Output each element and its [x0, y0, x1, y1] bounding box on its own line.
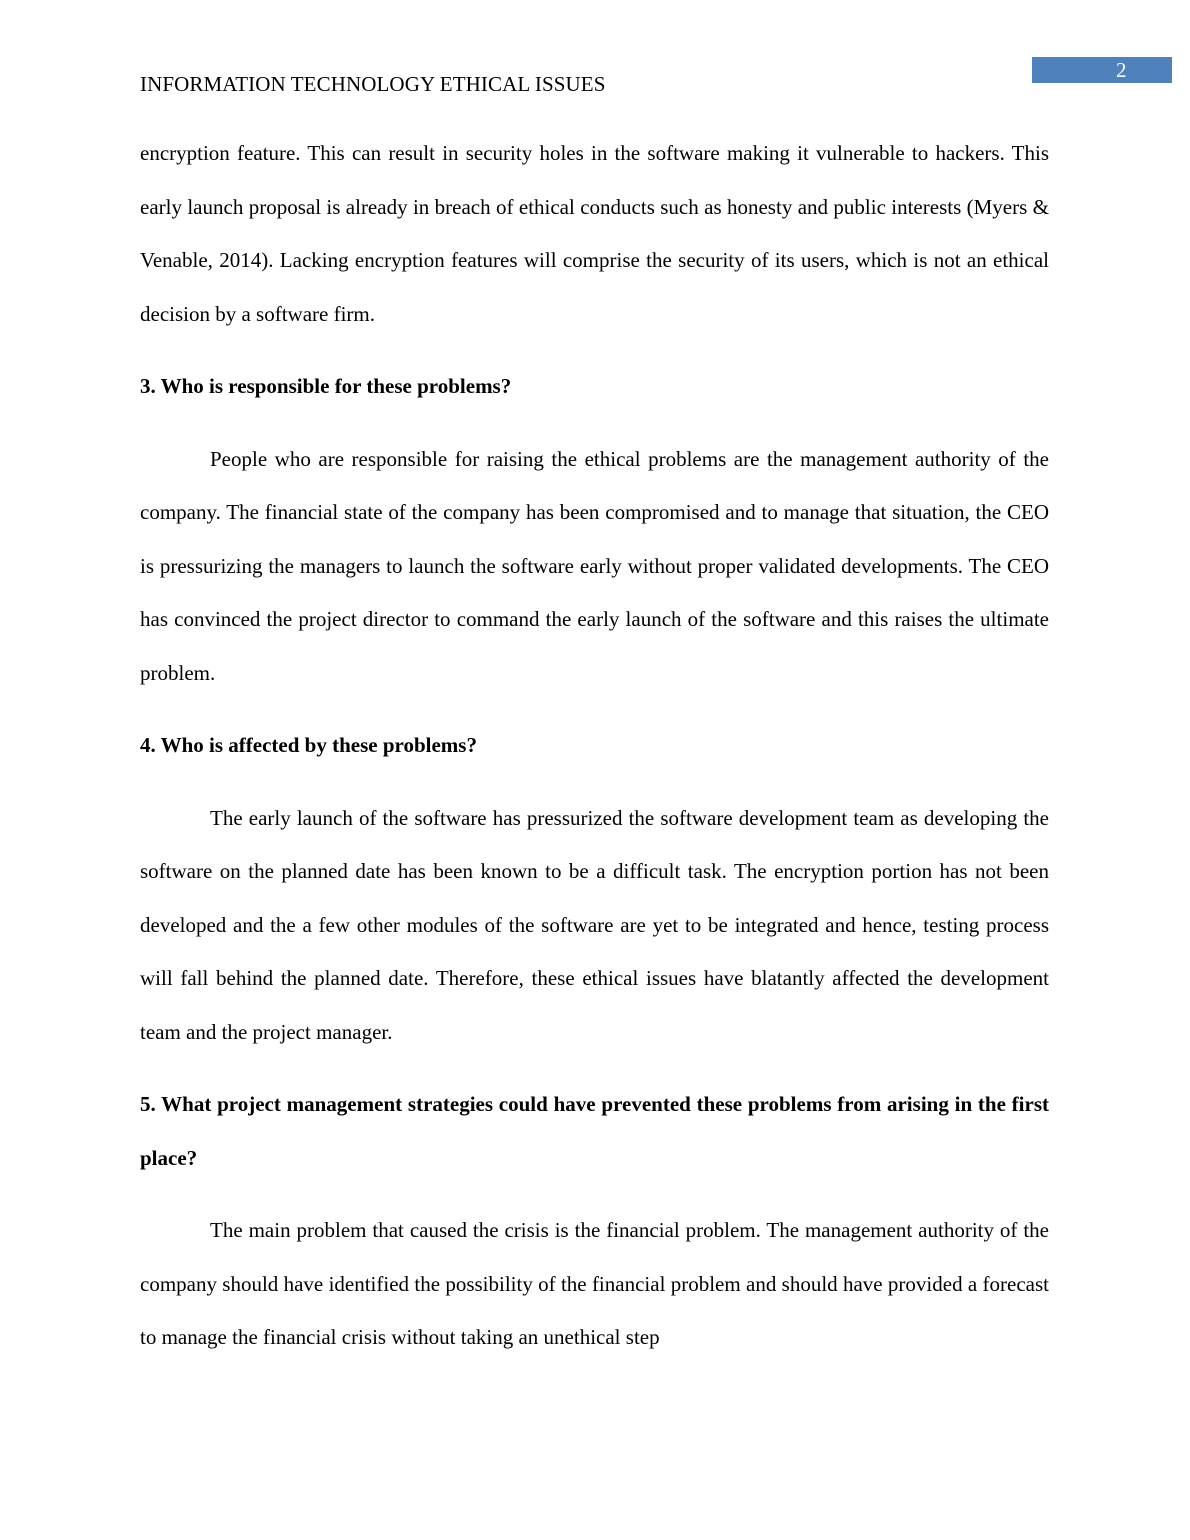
- page-number-badge: [1032, 57, 1172, 83]
- page-number: 2: [1116, 58, 1127, 82]
- running-head: INFORMATION TECHNOLOGY ETHICAL ISSUES: [140, 72, 606, 96]
- question-4-paragraph: The early launch of the software has pressurized the software development team as developing the software on the planned date has been known to be a difficult task. The encryption portion has not been developed and the a few other modules of the software are yet to be integrated and hence, testing process will fall behind the planned date. Therefore, these ethical issues have blatantly affected the development team and the project manager.: [140, 805, 1049, 1044]
- question-3-paragraph: People who are responsible for raising the ethical problems are the management authority of the company. The financial state of the company has been compromised and to manage that situation, the CEO is pressurizing the managers to launch the software early without proper validated developments. The CEO has convinced the project director to command the early launch of the software and this raises the ultimate problem.: [140, 446, 1049, 685]
- intro-paragraph: encryption feature. This can result in security holes in the software making it vulnerable to hackers. This early launch proposal is already in breach of ethical conducts such as honesty and public interests (Myers & Venable, 2014). Lacking encryption features will comprise the security of its users, which is not an ethical decision by a software firm.: [140, 141, 1049, 326]
- question-3-heading: 3. Who is responsible for these problems?: [140, 374, 512, 398]
- question-5-heading: 5. What project management strategies could have prevented these problems from arising in the first place?: [140, 1092, 1049, 1170]
- question-5-paragraph: The main problem that caused the crisis is the financial problem. The management authority of the company should have identified the possibility of the financial problem and should have provided a forecast to manage the financial crisis without taking an unethical step: [140, 1218, 1049, 1349]
- question-4-heading: 4. Who is affected by these problems?: [140, 733, 477, 757]
- document-body: [140, 127, 1049, 1365]
